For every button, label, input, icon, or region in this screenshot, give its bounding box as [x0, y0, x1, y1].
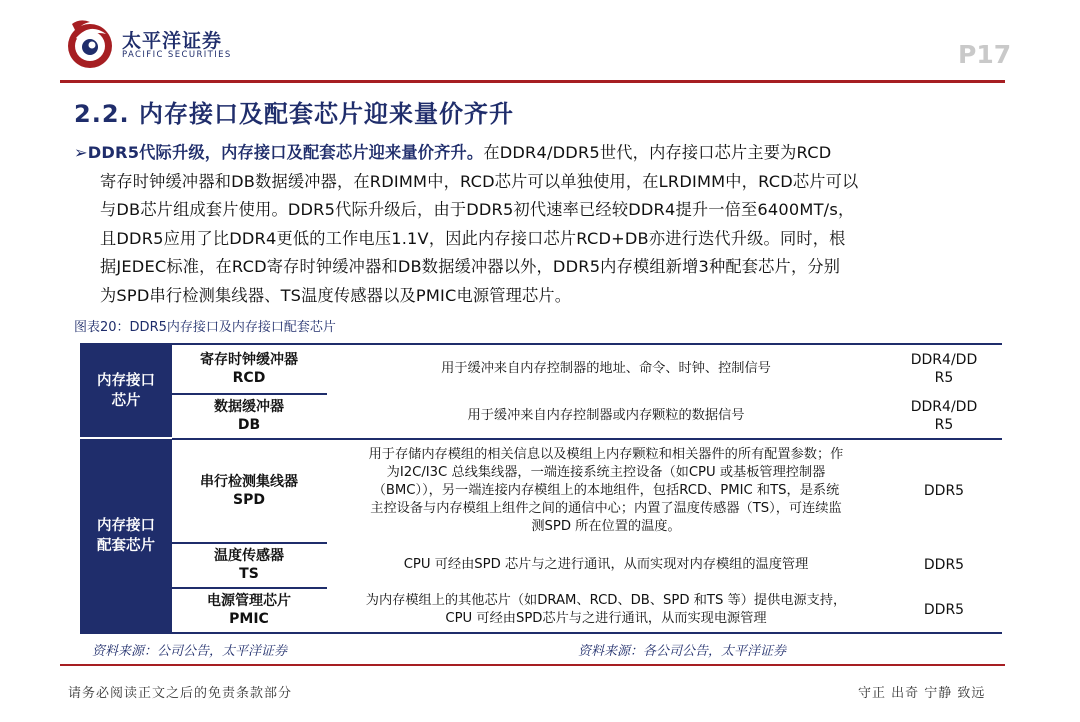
- standard-line: R5: [934, 417, 954, 433]
- table-group-companion-chips: [80, 439, 172, 632]
- chip-name-en: PMIC: [229, 611, 269, 627]
- row-divider: [172, 438, 1002, 440]
- table-row: [172, 395, 1002, 437]
- body-paragraph: [74, 139, 992, 310]
- description-line: 测SPD 所在位置的温度。: [531, 519, 681, 534]
- group-label: 芯片: [111, 393, 141, 409]
- group-label: 内存接口: [97, 373, 155, 389]
- pacific-securities-logo-icon: [62, 16, 118, 72]
- chip-name-cell: [172, 473, 326, 509]
- table-row: [172, 347, 1002, 391]
- chip-standard: [886, 351, 1002, 387]
- chip-name-cn: 串行检测集线器: [200, 474, 298, 490]
- description-line: 为内存模组上的其他芯片（如DRAM、RCD、DB、SPD 和TS 等）提供电源支持，: [365, 593, 847, 608]
- footer-divider: [60, 664, 1005, 666]
- description-line: CPU 可经由SPD芯片与之进行通讯，从而实现电源管理: [445, 611, 767, 626]
- chip-name-cn: 数据缓冲器: [214, 399, 284, 415]
- description-line: CPU 可经由SPD 芯片与之进行通讯，从而实现对内存模组的温度管理: [403, 557, 809, 572]
- description-line: 用于存储内存模组的相关信息以及模组上内存颗粒和相关器件的所有配置参数；作: [368, 447, 844, 462]
- chip-name-cell: [172, 592, 326, 628]
- chip-name-cn: 寄存时钟缓冲器: [200, 352, 298, 368]
- figure-caption: 图表20：DDR5内存接口及内存接口配套芯片: [74, 320, 336, 335]
- table-bottom-border: [80, 632, 1002, 634]
- row-divider: [172, 587, 327, 589]
- standard-line: DDR5: [923, 483, 965, 499]
- brand-name-cn: 太平洋证券: [122, 30, 223, 52]
- paragraph-lead: DDR5代际升级，内存接口及配套芯片迎来量价齐升。: [87, 143, 484, 162]
- standard-line: DDR4/DD: [910, 399, 978, 415]
- chip-description: [326, 360, 886, 378]
- chip-name-cell: [172, 351, 326, 387]
- disclaimer-note: 请务必阅读正文之后的免责条款部分: [68, 686, 293, 701]
- chip-name-cell: [172, 398, 326, 434]
- chip-name-cn: 温度传感器: [214, 548, 284, 564]
- table-row: [172, 590, 1002, 630]
- description-line: （BMC）），另一端连接内存模组上的本地组件，包括RCD、PMIC 和TS，是系统: [372, 483, 840, 498]
- paragraph-line: 据JEDEC标准，在RCD寄存时钟缓冲器和DB数据缓冲器以外，DDR5内存模组新增3种配套芯片，分别: [100, 257, 841, 276]
- chip-name-cn: 电源管理芯片: [207, 593, 291, 609]
- table-group-interface-chips: [80, 345, 172, 437]
- standard-line: DDR5: [923, 557, 965, 573]
- standard-line: R5: [934, 370, 954, 386]
- description-line: 用于缓冲来自内存控制器的地址、命令、时钟、控制信号: [441, 361, 771, 376]
- description-line: 为I2C/I3C 总线集线器，一端连接系统主控设备（如CPU 或基板管理控制器: [386, 465, 826, 480]
- chip-description: [326, 556, 886, 574]
- chip-name-en: SPD: [233, 492, 265, 508]
- table-row: [172, 442, 1002, 540]
- paragraph-line: 为SPD串行检测集线器、TS温度传感器以及PMIC电源管理芯片。: [100, 285, 572, 305]
- row-divider: [172, 542, 327, 544]
- brand-name-en: PACIFIC SECURITIES: [122, 50, 232, 60]
- description-line: 用于缓冲来自内存控制器或内存颗粒的数据信号: [467, 408, 745, 423]
- group-label: 配套芯片: [97, 537, 155, 554]
- chip-name-en: DB: [237, 417, 261, 433]
- standard-line: DDR5: [923, 602, 965, 618]
- source-note-right: 资料来源：各公司公告，太平洋证券: [578, 644, 787, 659]
- chip-description: [326, 446, 886, 536]
- chip-standard: [886, 556, 1002, 574]
- bullet-arrow-icon: ➢: [74, 143, 88, 162]
- header-divider: [60, 80, 1005, 83]
- chip-name-cell: [172, 547, 326, 583]
- paragraph-line: 与DB芯片组成套片使用。DDR5代际升级后，由于DDR5初代速率已经较DDR4提升一倍至6400MT/s，: [100, 200, 855, 219]
- group-label: 内存接口: [97, 517, 155, 534]
- chip-name-en: TS: [239, 566, 259, 582]
- paragraph-line: 寄存时钟缓冲器和DB数据缓冲器，在RDIMM中，RCD芯片可以单独使用，在LRDIMM中，RCD芯片可以: [100, 171, 859, 191]
- paragraph-line: 在DDR4/DDR5世代，内存接口芯片主要为RCD: [483, 143, 832, 162]
- chip-name-en: RCD: [232, 370, 266, 386]
- chip-standard: [886, 601, 1002, 619]
- company-motto: 守正 出奇 宁静 致远: [858, 686, 986, 701]
- chip-standard: [886, 482, 1002, 500]
- table-top-border: [80, 343, 1002, 345]
- chip-standard: [886, 398, 1002, 434]
- chip-description: [326, 407, 886, 425]
- section-title: 2.2. 内存接口及配套芯片迎来量价齐升: [74, 100, 514, 128]
- standard-line: DDR4/DD: [910, 352, 978, 368]
- page-number: P17: [958, 40, 1012, 69]
- chip-description: [326, 592, 886, 628]
- description-line: 主控设备与内存模组上组件之间的通信中心；内置了温度传感器（TS），可连续监: [370, 501, 842, 516]
- source-note-left: 资料来源：公司公告，太平洋证券: [92, 644, 288, 659]
- paragraph-line: 且DDR5应用了比DDR4更低的工作电压1.1V，因此内存接口芯片RCD+DB亦进行迭代升级。同时，根: [100, 228, 846, 248]
- table-row: [172, 545, 1002, 585]
